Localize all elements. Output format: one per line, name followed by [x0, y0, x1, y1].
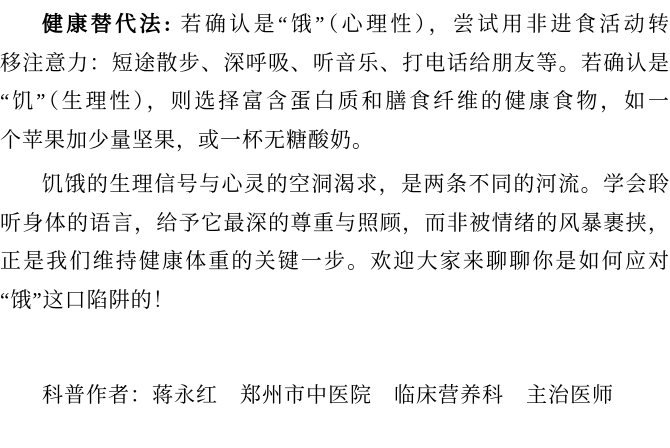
- text-line-6: 听身体的语言，给予它最深的尊重与照顾，而非被情绪的风暴裹挟，: [0, 210, 670, 235]
- paragraph-health-substitution: [0, 5, 670, 159]
- text-line-4: 个苹果加少量坚果，或一杯无糖酸奶。: [0, 127, 374, 152]
- paragraph-hunger-signals: [0, 165, 670, 319]
- text-line-5: 饥饿的生理信号与心灵的空洞渴求，是两条不同的河流。学会聆: [42, 172, 670, 196]
- text-line-7: 正是我们维持健康体重的关键一步。欢迎大家来聊聊你是如何应对: [0, 249, 670, 273]
- text-line-8: “饿”这口陷阱的！: [0, 287, 175, 312]
- author-byline: 科普作者：蒋永红 郑州市中医院 临床营养科 主治医师: [42, 383, 614, 407]
- text-line-3: “饥”（生理性），则选择富含蛋白质和膳食纤维的健康食物，如一: [0, 89, 670, 113]
- bold-lead-text: 健康替代法:: [42, 12, 172, 36]
- line-1-rest-text: 若确认是“饿”（心理性），尝试用非进食活动转: [171, 12, 670, 36]
- text-line-1: [0, 5, 670, 44]
- text-line-2: 移注意力：短途散步、深呼吸、听音乐、打电话给朋友等。若确认是: [0, 50, 670, 75]
